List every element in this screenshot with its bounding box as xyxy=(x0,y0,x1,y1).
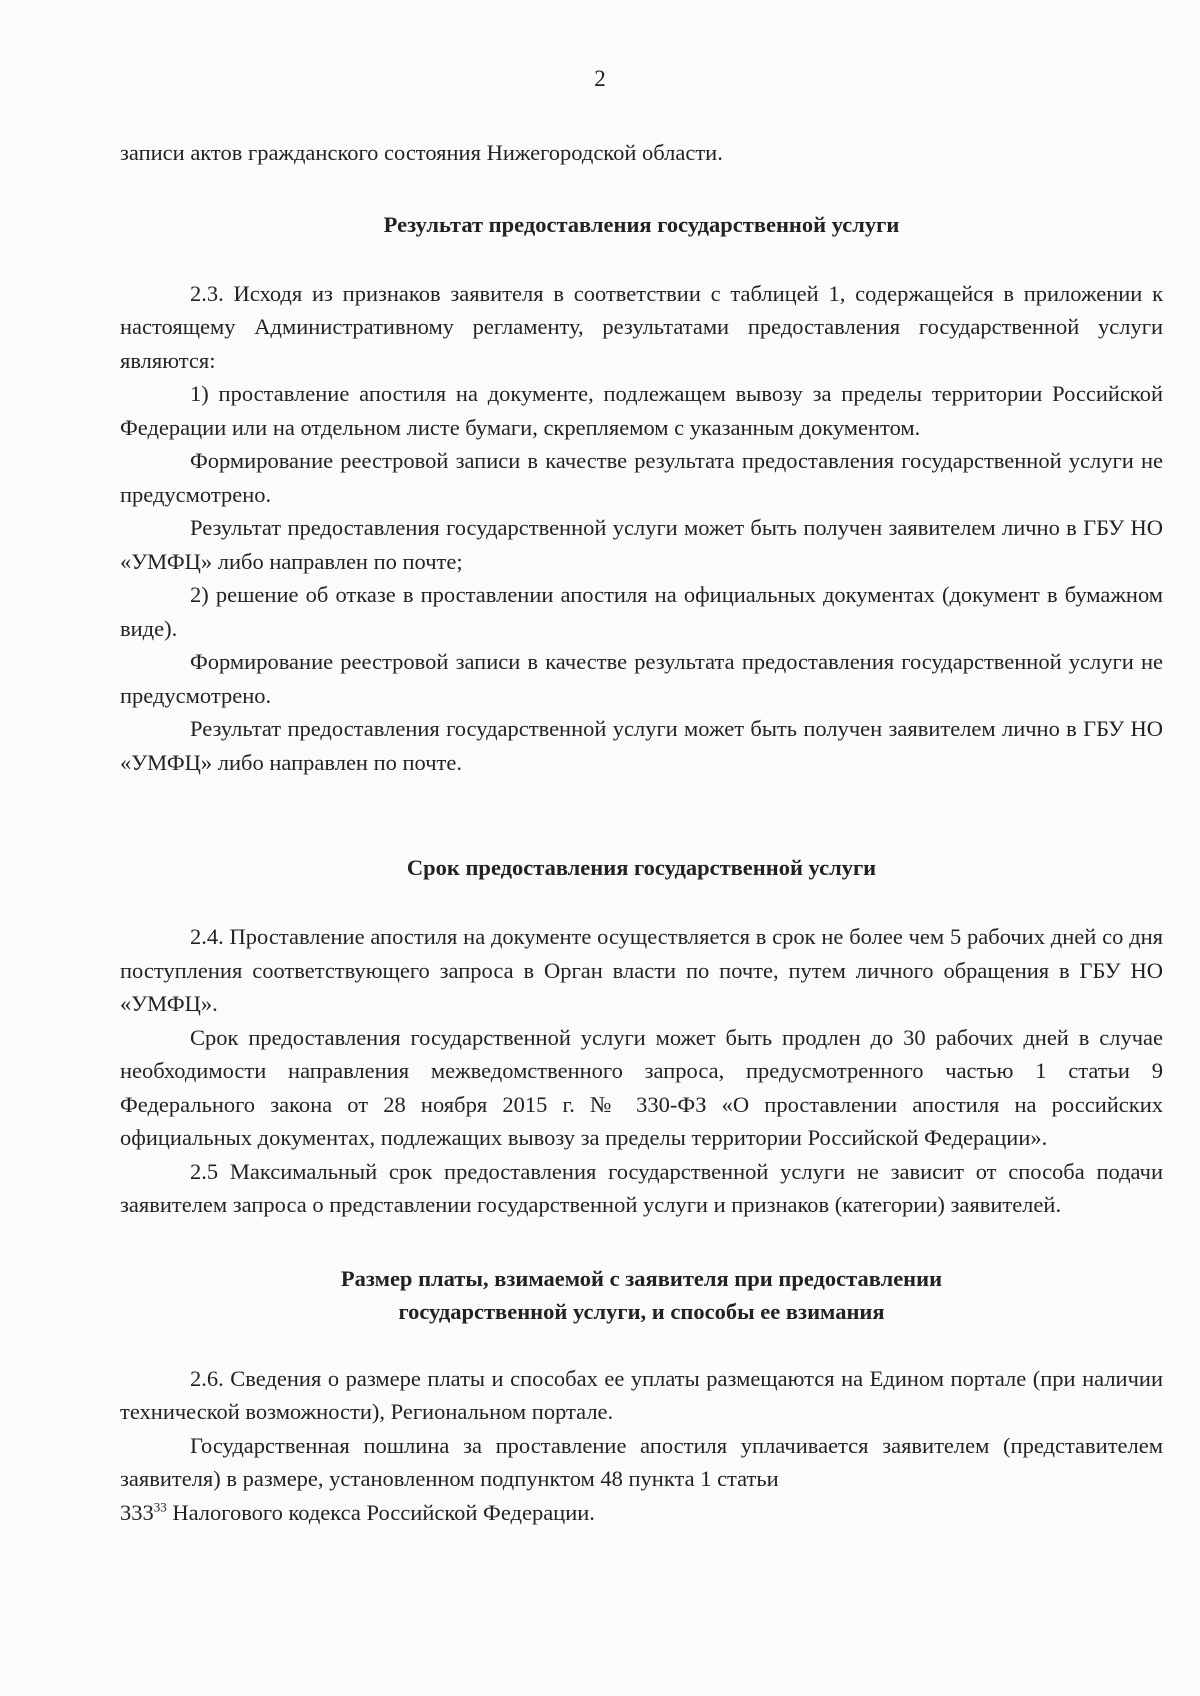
heading-fee xyxy=(120,1262,1163,1328)
section-term xyxy=(120,920,1163,1222)
heading-fee-line1: Размер платы, взимаемой с заявителя при предоставлении xyxy=(340,1265,943,1291)
paragraph: Результат предоставления государственной услуги может быть получен заявителем лично в ГБУ НО «УМФЦ» либо направлен по почте. xyxy=(120,716,1163,775)
intro-line: записи актов гражданского состояния Нижегородской области. xyxy=(120,140,723,165)
paragraph: Государственная пошлина за проставление апостиля уплачивается заявителем (представителем заявителя) в размере, установленном подпунктом 48 пункта 1 статьи xyxy=(120,1432,1163,1491)
paragraph: Формирование реестровой записи в качестве результата предоставления государственной услуги не предусмотрено. xyxy=(120,448,1163,507)
section-fee xyxy=(120,1362,1163,1530)
heading-result: Результат предоставления государственной услуги xyxy=(383,211,900,237)
paragraph: Срок предоставления государственной услуги может быть продлен до 30 рабочих дней в случае необходимости направления межведомственного запроса, предусмотренного частью 1 статьи 9 Федерального закона от 28 ноября 2015 г. № 330-ФЗ «О проставлении апостиля на российских официальных документах, подлежащих вывозу за пределы территории Российской Федерации». xyxy=(120,1024,1163,1150)
paragraph: Формирование реестровой записи в качестве результата предоставления государственной услуги не предусмотрено. xyxy=(120,649,1163,708)
article-superscript: 33 xyxy=(153,1499,167,1514)
paragraph: 2.3. Исходя из признаков заявителя в соответствии с таблицей 1, содержащейся в приложении к настоящему Административному регламенту, результатами предоставления государственной услуги являются: xyxy=(120,280,1163,373)
heading-term: Срок предоставления государственной услуги xyxy=(406,855,877,880)
article-number: 333 xyxy=(120,1499,154,1525)
document-body xyxy=(120,136,1163,1529)
paragraph-last-line xyxy=(120,1496,1163,1530)
page-number: 2 xyxy=(594,66,606,91)
last-line-text: Налогового кодекса Российской Федерации. xyxy=(166,1499,595,1525)
section-result xyxy=(120,277,1163,780)
paragraph: 2.6. Сведения о размере платы и способах ее уплаты размещаются на Едином портале (при наличии технической возможности), Региональном портале. xyxy=(120,1365,1163,1424)
paragraph: 2.4. Проставление апостиля на документе осуществляется в срок не более чем 5 рабочих дней со дня поступления соответствующего запроса в Орган власти по почте, путем личного обращения в ГБУ НО «УМФЦ». xyxy=(120,924,1163,1016)
heading-fee-line2: государственной услуги, и способы ее взимания xyxy=(398,1298,885,1324)
paragraph: Результат предоставления государственной услуги может быть получен заявителем лично в ГБУ НО «УМФЦ» либо направлен по почте; xyxy=(120,515,1163,574)
paragraph: 1) проставление апостиля на документе, подлежащем вывозу за пределы территории Российской Федерации или на отдельном листе бумаги, скрепляемом с указанным документом. xyxy=(120,381,1163,440)
paragraph: 2) решение об отказе в проставлении апостиля на официальных документах (документ в бумажном виде). xyxy=(120,582,1163,641)
paragraph: 2.5 Максимальный срок предоставления государственной услуги не зависит от способа подачи заявителем запроса о представлении государственной услуги и признаков (категории) заявителей. xyxy=(120,1158,1163,1217)
